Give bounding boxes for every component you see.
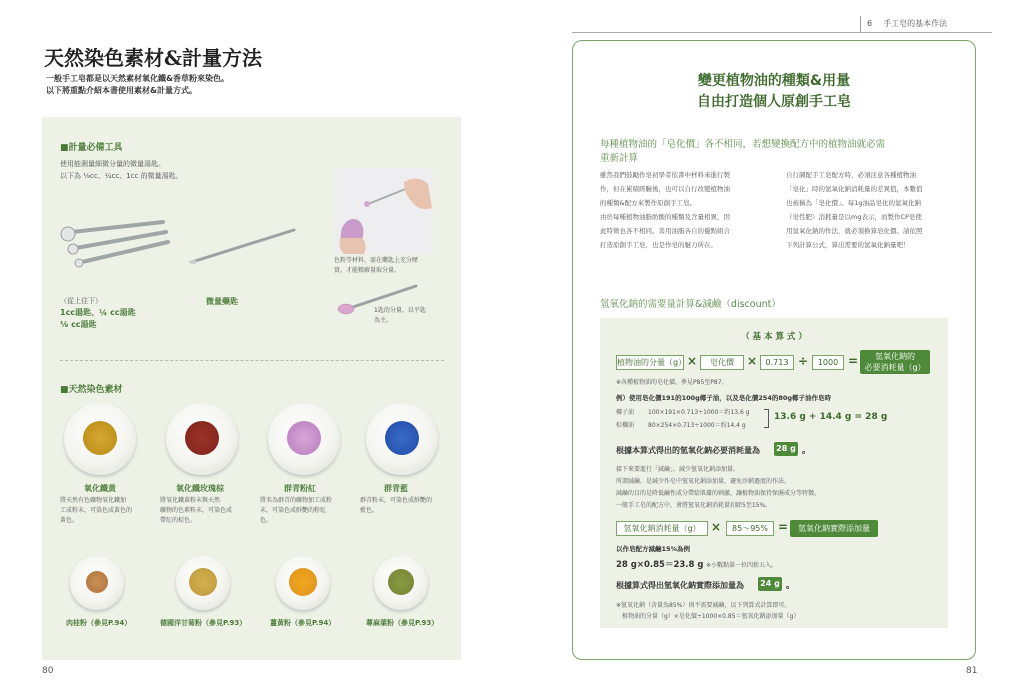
herb-name-2: 德國洋甘菊粉（參見P.93） [160,619,247,627]
right-title-2: 自由打造個人原創手工皂 [697,94,851,110]
body-left-5: 此特徵也各不相同。善用油脂各自的優點組合 [600,227,730,235]
footnote-1: ※氫氧化鈉（含量為85%）則不需要減鹼，以下列算式計算即可。 [616,602,791,609]
footnote-2: 植物油的分量（g）×皂化價÷1000×0.85＝氫氧化鈉添加量（g） [622,613,800,620]
measuring-spoons-icon [58,218,178,278]
page-title: 天然染色素材&計量方法 [44,46,263,70]
plate-turmeric [276,556,330,610]
result-naoh-needed [860,350,930,374]
explain-4: 一般手工皂的配方中，會將氫氧化鈉消耗量扣除5至15%。 [616,502,772,509]
spoon-caption-1: 1匙的分量，以平匙 [374,307,426,314]
page-number-right: 81 [966,666,978,676]
calc-heading: 氫氧化鈉的需要量計算&減鹼（discount） [600,299,781,310]
equals-icon-2: = [778,520,789,534]
divide-icon: ÷ [798,354,809,368]
plate-chamomile [176,556,230,610]
term-thousand: 1000 [812,355,844,370]
explain-1: 接下來要進行「減鹼」，減少氫氧化鈉添加量。 [616,466,740,473]
result-dot: 。 [802,446,812,456]
term-factor: 0.713 [760,355,794,370]
result-naoh-actual: 氫氧化鈉實際添加量 [790,520,878,537]
body-right-1: 自行調配手工皂配方時，必須注意各種植物油 [786,171,916,179]
colorant-desc-1c: 黃色。 [60,517,79,524]
result-value: 28 g [774,442,798,456]
colorants-heading: ■天然染色素材 [60,385,123,395]
tools-desc-1: 使用能測量細微分量的微量湯匙。 [60,160,165,168]
right-title-1: 變更植物油的種類&用量 [697,73,851,89]
body-right-2: 「皂化」時的氫氧化鈉消耗量的差異值，本數值 [786,185,923,193]
right-subtitle-1: 每種植物油的「皂化價」各不相同，若想變換配方中的植物油就必需 [600,139,886,150]
chapter-title: 手工皂的基本作法 [883,19,948,28]
ex2-label: 以作皂配方減鹼15%為例 [616,545,691,553]
colorant-name-1: 氧化鐵黃 [84,484,116,493]
term-naoh-consumption: 氫氧化鈉消耗量（g） [616,521,708,536]
colorant-name-4: 群青藍 [384,484,408,493]
ex-row2-label: 棕櫚油 [616,422,635,429]
plate-yellow-oxide [64,403,136,475]
page-number-left: 80 [42,666,54,676]
body-left-6: 打造原創手工皂，也是作皂的魅力所在。 [600,241,717,249]
colorant-desc-3b: 末，可染色成鮮艷的粉紅 [260,507,327,514]
plate-ultramarine-pink [268,403,340,475]
body-left-1: 雖然我們鼓勵作皂初學者依書中材料來進行製 [600,171,730,179]
spoons-label-small: （從上往下） [60,297,102,305]
body-left-3: 的種類&配方來製作原創手工皂。 [600,199,697,207]
term-oil-amount: 植物油的分量（g） [616,355,684,370]
colorant-desc-2b: 礦物的色素粉末，可染色成 [160,507,233,514]
spatula-label: 微量藥匙 [206,297,238,306]
formula-title: （ 基 本 算 式 ） [741,332,807,342]
herb-name-3: 薑黃粉（參見P.94） [270,619,336,627]
photo-caption-2: 實，才能精確量取分量。 [334,267,401,274]
micro-spatula-icon [188,226,300,266]
explain-3: 減鹼的目的是降低鹼性成分帶給肌膚的刺激，讓植物油保持保濕成分等特徵。 [616,490,821,497]
plate-rose-brown-oxide [166,403,238,475]
formula-note: ※各種植物油的皂化價，參見P85至P87。 [616,379,728,386]
body-left-4: 由於每種植物油脂肪酸的種類及含量相異，因 [600,213,730,221]
colorant-name-3: 群青粉紅 [284,484,316,493]
colorant-desc-1a: 將天然有色礦物氧化鐵加 [60,497,127,504]
body-left-2: 作，但在累積經驗後，也可以自行改變植物油 [600,185,730,193]
ex-row1: 100×191×0.713÷1000＝約13.6 g [648,409,750,416]
equals-icon-1: = [848,354,859,368]
spoons-label-1: 1cc湯匙、¼ cc湯匙 [60,308,136,317]
tools-desc-2: 以下為 ⅛cc、¼cc、1cc 的微量湯匙。 [60,172,183,180]
times-icon-2: × [747,354,758,368]
intro-line-1: 一般手工皂都是以天然素材氧化鐵&香草粉來染色。 [46,74,229,83]
plate-cinnamon [70,556,124,610]
colorant-desc-1b: 工成粉末，可染色成黃色的 [60,507,133,514]
colorant-desc-3a: 將名為群青的礦物加工成粉 [260,497,333,504]
right-subtitle-2: 重新計算 [600,153,639,164]
result-value-2: 24 g [758,577,782,591]
ex2-note: ※小數點第一位四捨五入。 [706,562,778,569]
ex-bracket [764,409,769,428]
result-line: 根據本算式得出的氫氧化鈉必要消耗量為 [616,446,760,455]
section-divider [60,360,444,361]
chapter-header [860,16,990,32]
term-saponification: 皂化價 [700,355,744,370]
body-right-3: 也被稱為「皂化價」。每1g油品皂化的氫氧化鈉 [786,199,922,207]
ex-sum: 13.6 g + 14.4 g = 28 g [774,412,888,422]
tools-heading: ■計量必備工具 [60,143,123,153]
photo-caption-1: 色粉等材料，需在藥匙上充分壓 [334,257,419,264]
result-line-b: 必要消耗量（g） [864,363,926,372]
body-right-5: 用氫氧化鈉的作法，就必須換算皂化價。請依照 [786,227,923,235]
colorant-desc-4b: 藍色。 [360,507,379,514]
body-right-6: 下列計算公式，算出需要的氫氧化鈉量吧！ [786,241,910,249]
explain-2: 所謂減鹼，是減少作皂中氫氧化鈉添加量，避免沙鈉過度的作法。 [616,478,791,485]
plate-nettle [374,556,428,610]
times-icon-3: × [711,520,722,534]
result-line-2: 根據算式得出氫氧化鈉實際添加量為 [616,581,744,590]
body-right-4: （皂性肥）消耗量是以mg表示，而製作CP皂使 [786,213,922,221]
measuring-photo [334,168,432,254]
intro-line-2: 以下將重點介紹本書使用素材&計量方式。 [46,86,197,95]
ex-row2: 80×254×0.713÷1000＝約14.4 g [648,422,746,429]
result-dot-2: 。 [786,581,796,591]
colorant-desc-2a: 將氧化鐵黃粉末與天然 [160,497,221,504]
herb-name-4: 蕁麻葉粉（參見P.93） [366,619,439,627]
colorant-desc-4a: 群青粉末，可染色成鮮艷的 [360,497,433,504]
ex2: 28 g×0.85＝23.8 g [616,560,704,570]
times-icon-1: × [687,354,698,368]
example-title: 例）使用皂化價191的100g椰子油，以及皂化價254的80g椰子油作皂時 [616,394,832,402]
plate-ultramarine-blue [366,403,438,475]
colorant-desc-3c: 色。 [260,517,273,524]
spoons-label-2: ⅛ cc湯匙 [60,320,97,329]
spoon-caption-2: 為主。 [374,317,393,324]
colorant-name-2: 氧化鐵玫瑰棕 [176,484,224,493]
ex-row1-label: 椰子油 [616,409,635,416]
chapter-number: 6 [867,19,873,28]
result-line-a: 氫氧化鈉的 [875,352,915,361]
term-percentage: 85〜95% [726,521,774,536]
colorant-desc-2c: 帶紅的棕色。 [160,517,197,524]
header-rule [572,32,992,33]
herb-name-1: 肉桂粉（參見P.94） [66,619,132,627]
